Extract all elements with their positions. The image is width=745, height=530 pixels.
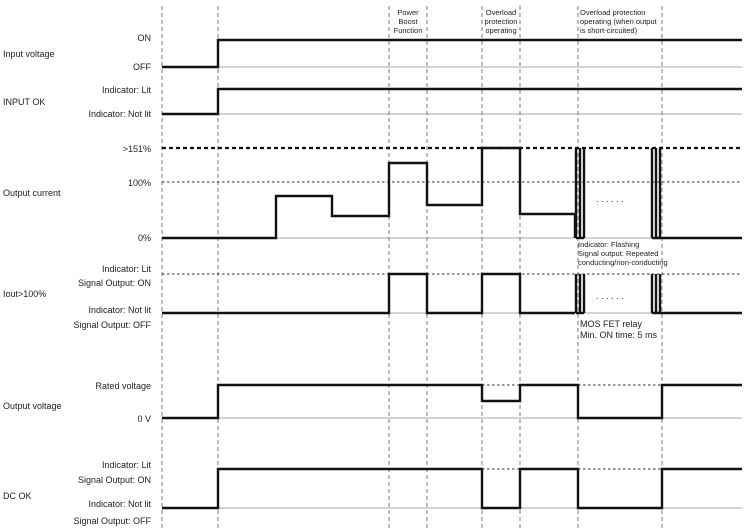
level-iout-lit: Indicator: Lit — [101, 264, 151, 274]
signal-name-output-voltage: Output voltage — [3, 401, 62, 411]
phase-short-line2: operating (when output — [580, 17, 657, 26]
phase-overload-line3: operating — [485, 26, 517, 35]
waveform-input-ok — [162, 89, 742, 114]
annotation-mosfet-line1: MOS FET relay — [580, 319, 642, 329]
level-iout-on: Signal Output: ON — [77, 278, 151, 288]
phase-power-boost-line3: Function — [393, 26, 423, 35]
annotation-flashing-line1: Indicator: Flashing — [578, 240, 640, 249]
row-dc-ok — [3, 460, 742, 526]
phase-overload-line1: Overload — [485, 8, 517, 17]
timing-guides — [162, 6, 662, 528]
row-input-voltage — [3, 33, 742, 72]
level-dc-ok-on: Signal Output: ON — [77, 475, 151, 485]
phase-overload-line2: protection — [484, 17, 518, 26]
level-input-voltage-on: ON — [137, 33, 151, 43]
level-output-voltage-zero: 0 V — [137, 414, 151, 424]
level-output-current-100: 100% — [127, 178, 151, 188]
level-input-voltage-off: OFF — [133, 62, 151, 72]
row-output-current — [3, 144, 742, 243]
level-output-current-151: >151% — [122, 144, 151, 154]
annotation-mosfet-line2: Min. ON time: 5 ms — [580, 330, 658, 340]
level-dc-ok-lit: Indicator: Lit — [101, 460, 151, 470]
row-output-voltage — [3, 381, 742, 424]
phase-short-line1: Overload protection — [580, 8, 646, 17]
signal-name-input-voltage: Input voltage — [3, 49, 55, 59]
level-output-voltage-rated: Rated voltage — [95, 381, 151, 391]
level-iout-not-lit: Indicator: Not lit — [88, 305, 151, 315]
phase-short-line3: is short-circuited) — [580, 26, 638, 35]
signal-name-dc-ok: DC OK — [3, 491, 32, 501]
signal-name-output-current: Output current — [3, 188, 61, 198]
level-input-ok-lit: Indicator: Lit — [101, 85, 151, 95]
output-current-pulses — [576, 148, 742, 238]
level-input-ok-not-lit: Indicator: Not lit — [88, 109, 151, 119]
phase-power-boost-line2: Boost — [398, 17, 418, 26]
waveform-iout — [162, 274, 575, 313]
annotation-flashing — [578, 240, 668, 267]
annotation-mosfet — [580, 319, 658, 340]
level-dc-ok-not-lit: Indicator: Not lit — [88, 499, 151, 509]
ellipsis-iout: . . . . . . — [596, 291, 624, 301]
phase-power-boost-line1: Power — [397, 8, 419, 17]
annotation-flashing-line2: Signal output: Repeated — [578, 249, 659, 258]
waveform-output-voltage — [162, 385, 742, 418]
level-dc-ok-off: Signal Output: OFF — [73, 516, 151, 526]
signal-name-input-ok: INPUT OK — [3, 97, 46, 107]
signal-name-iout: Iout>100% — [3, 289, 47, 299]
annotation-flashing-line3: conducting/non-conducting — [578, 258, 668, 267]
row-input-ok — [3, 85, 742, 119]
waveform-output-current — [162, 148, 575, 238]
level-output-current-0: 0% — [137, 233, 151, 243]
ellipsis-output-current: . . . . . . — [596, 194, 624, 204]
waveform-dc-ok — [162, 469, 742, 508]
waveform-input-voltage — [162, 40, 742, 67]
level-iout-off: Signal Output: OFF — [73, 320, 151, 330]
phase-labels — [394, 8, 658, 35]
